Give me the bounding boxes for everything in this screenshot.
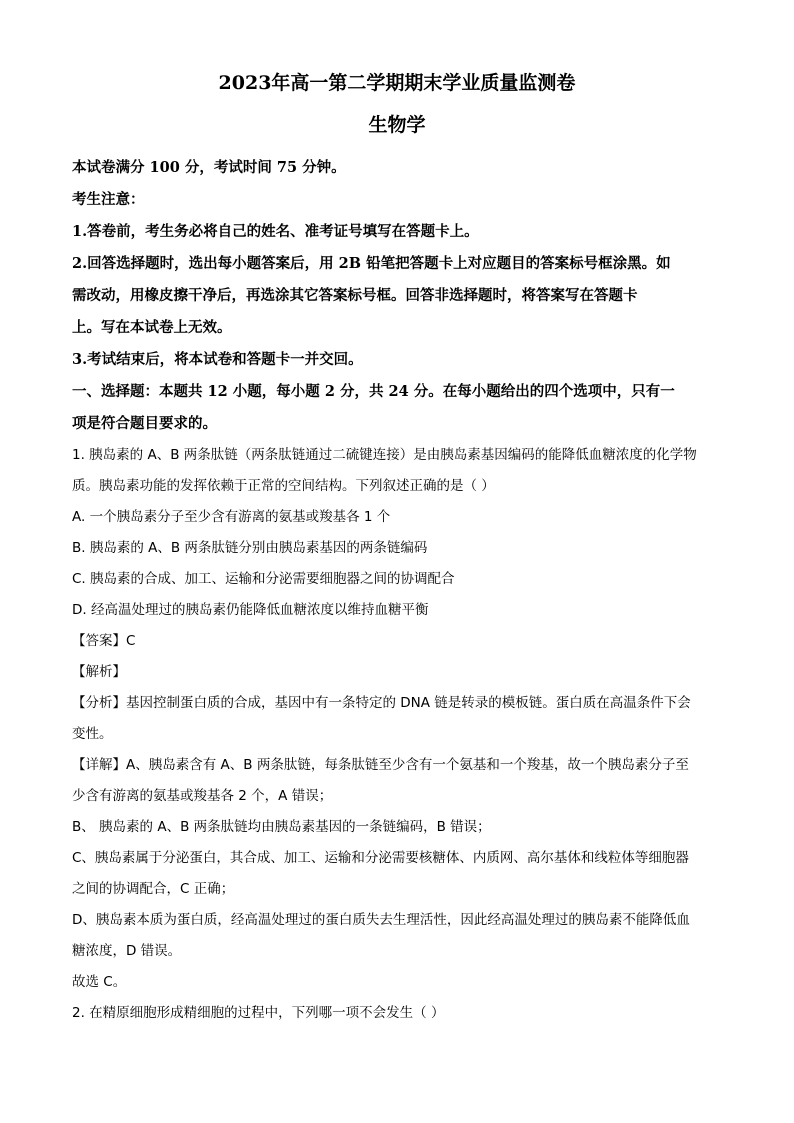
fenxi-text-cont: 变性。: [72, 726, 113, 742]
xiangjie-text-c: C、胰岛素属于分泌蛋白，其合成、加工、运输和分泌需要核糖体、内质网、高尔基体和线粒体等细胞器: [72, 850, 689, 866]
question-stem: 1. 胰岛素的 A、B 两条肽链（两条肽链通过二硫键连接）是由胰岛素基因编码的能降低血糖浓度的化学物: [72, 447, 697, 463]
conclusion: 故选 C。: [72, 974, 127, 990]
xiangjie-tag: 【详解】: [72, 757, 126, 773]
notice-item: 1.答卷前，考生务必将自己的姓名、准考证号填写在答题卡上。: [72, 223, 479, 240]
notice-heading: 考生注意：: [72, 191, 145, 208]
fenxi-text: 基因控制蛋白质的合成，基因中有一条特定的 DNA 链是转录的模板链。蛋白质在高温条件下会: [126, 695, 691, 711]
option-d: D. 经高温处理过的胰岛素仍能降低血糖浓度以维持血糖平衡: [72, 602, 429, 618]
notice-item: 上。写在本试卷上无效。: [72, 319, 232, 336]
page-title: 2023年高一第二学期期末学业质量监测卷: [218, 72, 576, 94]
analysis-tag: 【解析】: [72, 664, 126, 680]
fenxi-line: [72, 688, 722, 719]
section-heading: 一、选择题：本题共 12 小题，每小题 2 分，共 24 分。在每小题给出的四个选项中，只有一: [72, 383, 675, 400]
notice-item: 需改动，用橡皮擦干净后，再选涂其它答案标号框。回答非选择题时，将答案写在答题卡: [72, 287, 638, 304]
answer-tag: 【答案】: [72, 633, 126, 649]
exam-page: [72, 70, 722, 1029]
score-time-note: 本试卷满分 100 分，考试时间 75 分钟。: [72, 159, 346, 176]
notice-item: 2.回答选择题时，选出每小题答案后，用 2B 铅笔把答题卡上对应题目的答案标号框涂黑。如: [72, 255, 671, 272]
xiangjie-text-d: D、胰岛素本质为蛋白质，经高温处理过的蛋白质失去生理活性，因此经高温处理过的胰岛素不能降低血: [72, 912, 690, 928]
xiangjie-text-b: B、 胰岛素的 A、B 两条肽链均由胰岛素基因的一条链编码，B 错误；: [72, 819, 491, 835]
xiangjie-line: [72, 750, 722, 781]
xiangjie-text-c-cont: 之间的协调配合，C 正确；: [72, 881, 235, 897]
question-stem: 2. 在精原细胞形成精细胞的过程中，下列哪一项不会发生（ ）: [72, 1005, 445, 1021]
section-heading-cont: 项是符合题目要求的。: [72, 415, 217, 432]
question-stem-cont: 质。胰岛素功能的发挥依赖于正常的空间结构。下列叙述正确的是（ ）: [72, 478, 495, 494]
option-c: C. 胰岛素的合成、加工、运输和分泌需要细胞器之间的协调配合: [72, 571, 455, 587]
xiangjie-text: A、胰岛素含有 A、B 两条肽链，每条肽链至少含有一个氨基和一个羧基，故一个胰岛素分子至: [126, 757, 689, 773]
xiangjie-text-cont: 少含有游离的氨基或羧基各 2 个，A 错误；: [72, 788, 333, 804]
option-b: B. 胰岛素的 A、B 两条肽链分别由胰岛素基因的两条链编码: [72, 540, 428, 556]
xiangjie-text-d-cont: 糖浓度，D 错误。: [72, 943, 182, 959]
subject-title: 生物学: [368, 114, 426, 136]
answer-value: C: [126, 633, 136, 649]
fenxi-tag: 【分析】: [72, 695, 126, 711]
option-a: A. 一个胰岛素分子至少含有游离的氨基或羧基各 1 个: [72, 509, 391, 525]
answer-line: [72, 626, 722, 657]
notice-item: 3.考试结束后，将本试卷和答题卡一并交回。: [72, 351, 363, 368]
